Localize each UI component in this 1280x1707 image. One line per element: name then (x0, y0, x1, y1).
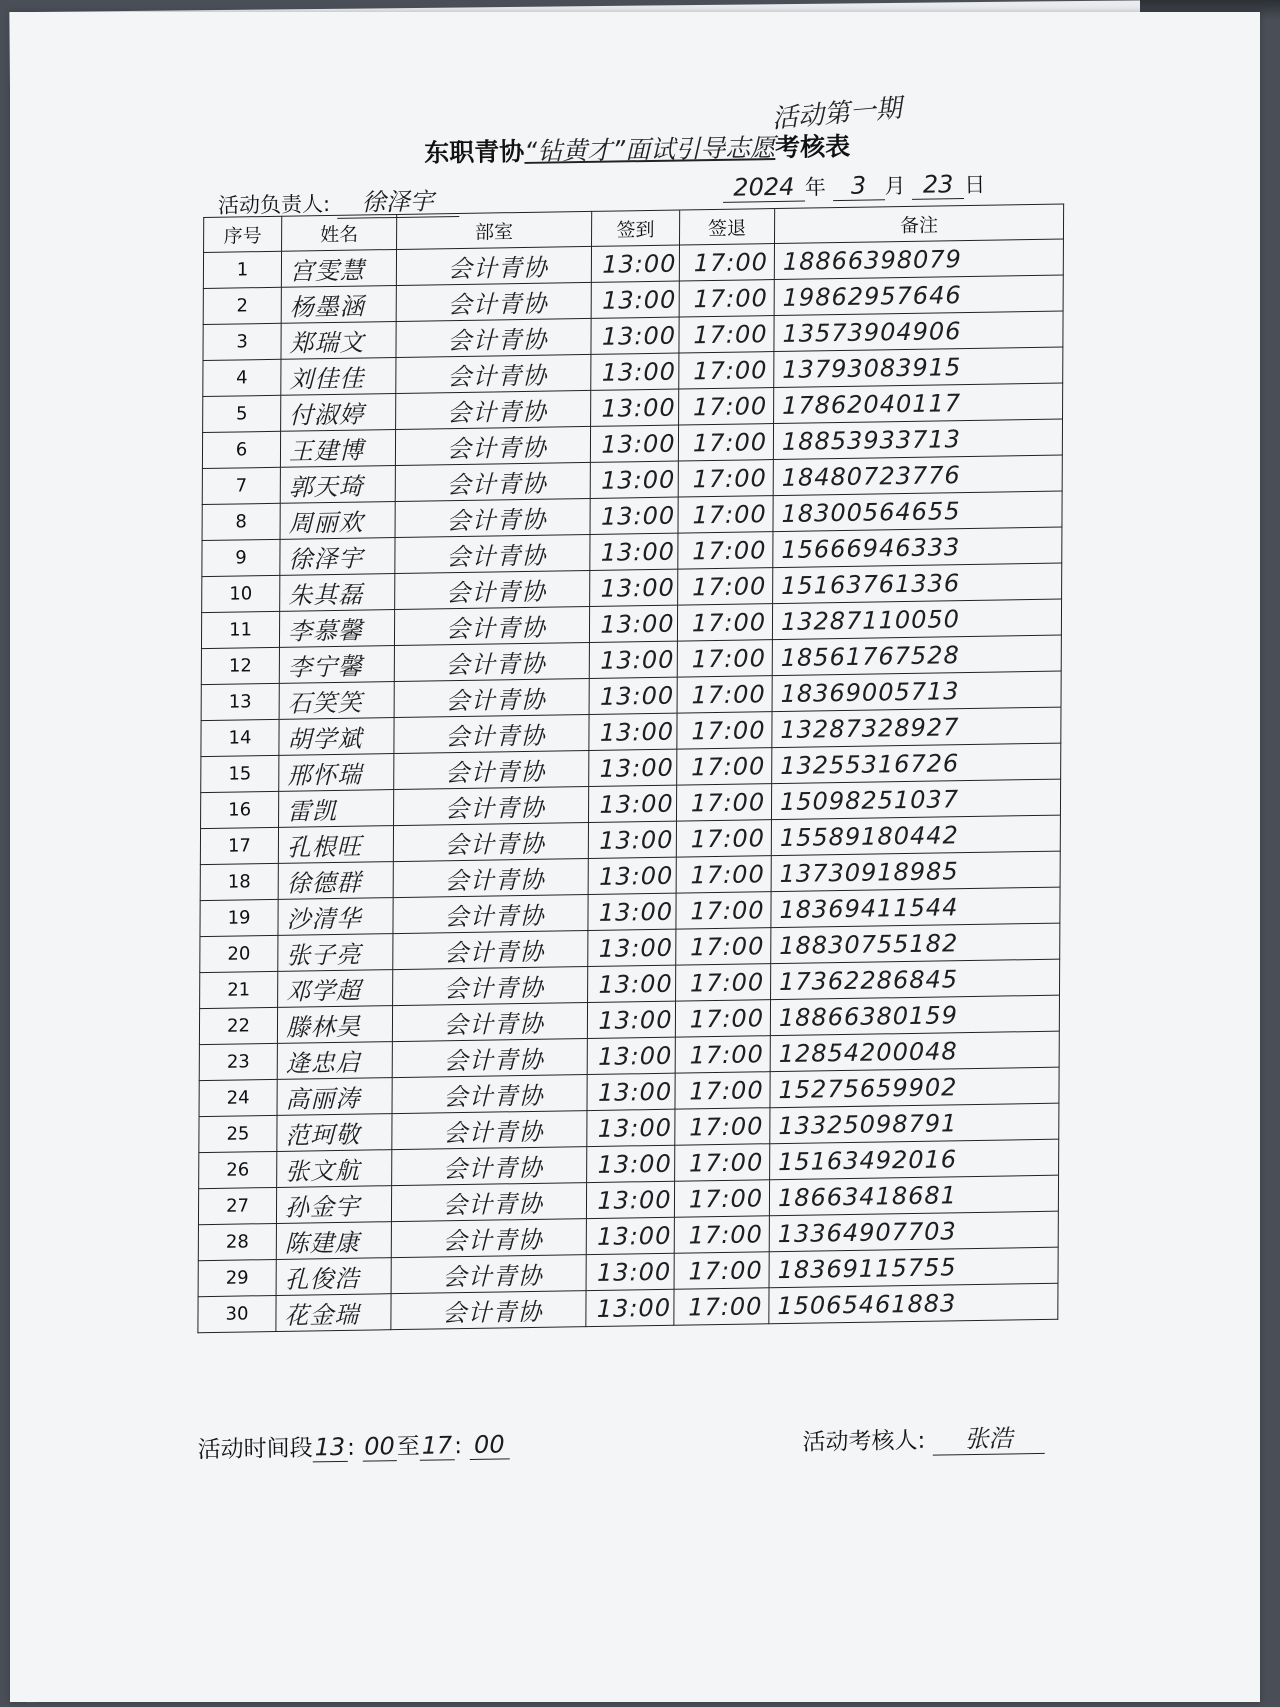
row-signout: 17:00 (676, 784, 771, 821)
row-note: 18866380159 (770, 995, 1059, 1036)
row-signout: 17:00 (674, 1216, 769, 1253)
col-header-dept: 部室 (397, 211, 592, 249)
colon-2: : (454, 1433, 463, 1460)
row-name: 逄忠启 (277, 1042, 392, 1080)
row-no: 8 (202, 503, 280, 540)
row-signin: 13:00 (586, 1217, 674, 1254)
reviewer-line (802, 1418, 1045, 1458)
attendance-sheet (10, 12, 1260, 1702)
col-header-no: 序号 (204, 216, 282, 252)
row-dept: 会计青协 (394, 787, 589, 826)
reviewer-label: 活动考核人: (802, 1427, 926, 1456)
row-signout: 17:00 (676, 928, 771, 965)
row-dept: 会计青协 (394, 606, 589, 645)
row-signout: 17:00 (676, 964, 771, 1001)
row-signin: 13:00 (590, 425, 678, 462)
row-note: 13793083915 (774, 347, 1063, 388)
row-signin: 13:00 (590, 569, 678, 606)
row-signout: 17:00 (679, 352, 774, 389)
row-dept: 会计青协 (396, 390, 591, 429)
row-no: 28 (198, 1223, 276, 1260)
row-signout: 17:00 (679, 280, 774, 317)
row-signout: 17:00 (675, 1072, 770, 1109)
row-name: 李宁馨 (279, 646, 394, 684)
row-name: 郭天琦 (280, 466, 395, 504)
row-signin: 13:00 (587, 1037, 675, 1074)
row-signout: 17:00 (675, 1108, 770, 1145)
row-dept: 会计青协 (391, 1291, 586, 1330)
row-dept: 会计青协 (394, 642, 589, 681)
time-period-label: 活动时间段 (197, 1435, 313, 1464)
date-month: 3 (832, 171, 884, 201)
reviewer-name: 张浩 (932, 1418, 1045, 1456)
row-name: 孙金宇 (276, 1186, 391, 1224)
row-no: 14 (201, 719, 279, 756)
row-note: 13325098791 (770, 1103, 1059, 1144)
row-name: 雷凯 (279, 790, 394, 828)
row-note: 18663418681 (769, 1175, 1058, 1216)
row-dept: 会计青协 (393, 931, 588, 970)
row-no: 25 (199, 1115, 277, 1152)
row-note: 18866398079 (774, 239, 1063, 280)
row-signin: 13:00 (591, 317, 679, 354)
row-signin: 13:00 (586, 1181, 674, 1218)
row-no: 6 (202, 431, 280, 468)
row-signout: 17:00 (676, 892, 771, 929)
row-signin: 13:00 (590, 533, 678, 570)
row-dept: 会计青协 (392, 1111, 587, 1150)
sheet-content (10, 12, 1260, 1702)
row-dept: 会计青协 (393, 823, 588, 862)
row-signin: 13:00 (587, 1145, 675, 1182)
row-name: 宫雯慧 (281, 249, 396, 287)
row-signout: 17:00 (674, 1252, 769, 1289)
title-activity: “钻黄才”面试引导志愿 (524, 132, 776, 166)
row-signin: 13:00 (589, 749, 677, 786)
row-name: 邢怀瑞 (279, 754, 394, 792)
row-signin: 13:00 (588, 929, 676, 966)
row-signout: 17:00 (678, 496, 773, 533)
row-dept: 会计青协 (392, 1075, 587, 1114)
row-note: 18300564655 (773, 491, 1062, 532)
row-signout: 17:00 (678, 532, 773, 569)
row-dept: 会计青协 (392, 1039, 587, 1078)
row-name: 王建博 (280, 429, 395, 467)
attendance-table (197, 203, 1064, 1333)
row-dept: 会计青协 (393, 859, 588, 898)
period-note: 活动第一期 (770, 93, 903, 135)
row-no: 13 (201, 683, 279, 720)
row-name: 花金瑞 (276, 1294, 391, 1332)
row-signout: 17:00 (679, 388, 774, 425)
leader-name: 徐泽宇 (336, 181, 459, 219)
row-signin: 13:00 (589, 713, 677, 750)
row-note: 18853933713 (773, 419, 1062, 460)
page-title (12, 120, 1260, 176)
row-no: 4 (203, 359, 281, 396)
row-name: 孔根旺 (278, 826, 393, 864)
row-no: 29 (198, 1259, 276, 1296)
row-signin: 13:00 (587, 1001, 675, 1038)
row-name: 周丽欢 (280, 502, 395, 540)
row-no: 19 (200, 899, 278, 936)
row-signin: 13:00 (590, 497, 678, 534)
row-no: 18 (200, 863, 278, 900)
row-signin: 13:00 (591, 281, 679, 318)
row-note: 19862957646 (774, 275, 1063, 316)
row-signin: 13:00 (588, 821, 676, 858)
row-signout: 17:00 (675, 1036, 770, 1073)
end-minute: 00 (469, 1430, 509, 1460)
row-signout: 17:00 (677, 676, 772, 713)
row-name: 徐泽宇 (280, 538, 395, 576)
row-name: 刘佳佳 (281, 357, 396, 395)
colon-1: : (346, 1434, 356, 1461)
row-no: 26 (199, 1151, 277, 1188)
col-header-note: 备注 (774, 204, 1063, 244)
row-name: 沙清华 (278, 898, 393, 936)
row-name: 范珂敬 (277, 1114, 392, 1152)
row-signin: 13:00 (591, 389, 679, 426)
row-signout: 17:00 (676, 856, 771, 893)
date-day: 23 (912, 170, 964, 200)
row-dept: 会计青协 (391, 1183, 586, 1222)
row-signout: 17:00 (674, 1288, 769, 1325)
row-dept: 会计青协 (395, 462, 590, 501)
row-no: 21 (200, 971, 278, 1008)
row-dept: 会计青协 (393, 895, 588, 934)
row-no: 16 (201, 791, 279, 828)
row-signout: 17:00 (678, 568, 773, 605)
row-dept: 会计青协 (392, 1003, 587, 1042)
date-line (723, 169, 986, 203)
row-note: 17362286845 (771, 959, 1060, 1000)
row-name: 滕林昊 (277, 1006, 392, 1044)
row-dept: 会计青协 (395, 570, 590, 609)
row-note: 13287110050 (772, 599, 1061, 640)
row-note: 18369005713 (772, 671, 1061, 712)
row-name: 杨墨涵 (281, 285, 396, 323)
row-dept: 会计青协 (392, 1147, 587, 1186)
row-signin: 13:00 (591, 353, 679, 390)
col-header-signin: 签到 (592, 210, 680, 246)
row-note: 15275659902 (770, 1067, 1059, 1108)
row-dept: 会计青协 (391, 1255, 586, 1294)
row-no: 23 (199, 1043, 277, 1080)
row-note: 13730918985 (771, 851, 1060, 892)
row-signin: 13:00 (588, 785, 676, 822)
row-signin: 13:00 (591, 245, 679, 282)
date-month-label: 月 (884, 173, 906, 199)
row-no: 1 (203, 251, 281, 288)
row-dept: 会计青协 (396, 282, 591, 321)
row-signout: 17:00 (677, 604, 772, 641)
row-note: 18480723776 (773, 455, 1062, 496)
row-signout: 17:00 (679, 316, 774, 353)
row-note: 18369115755 (769, 1247, 1058, 1288)
row-name: 高丽涛 (277, 1078, 392, 1116)
row-dept: 会计青协 (395, 426, 590, 465)
row-note: 15098251037 (771, 779, 1060, 820)
table-body (198, 239, 1064, 1333)
row-signin: 13:00 (587, 1109, 675, 1146)
row-no: 20 (200, 935, 278, 972)
row-note: 13364907703 (769, 1211, 1058, 1252)
row-signout: 17:00 (678, 424, 773, 461)
row-note: 17862040117 (774, 383, 1063, 424)
row-note: 15589180442 (771, 815, 1060, 856)
row-dept: 会计青协 (396, 318, 591, 357)
row-dept: 会计青协 (396, 246, 591, 285)
row-signin: 13:00 (590, 461, 678, 498)
row-dept: 会计青协 (394, 750, 589, 789)
row-name: 李慕馨 (279, 610, 394, 648)
row-signin: 13:00 (588, 857, 676, 894)
row-name: 胡学斌 (279, 718, 394, 756)
row-signin: 13:00 (586, 1253, 674, 1290)
row-signout: 17:00 (676, 820, 771, 857)
row-note: 18561767528 (772, 635, 1061, 676)
to-label: 至 (396, 1433, 420, 1461)
row-name: 付淑婷 (281, 393, 396, 431)
row-note: 13573904906 (774, 311, 1063, 352)
row-signout: 17:00 (674, 1180, 769, 1217)
row-note: 12854200048 (770, 1031, 1059, 1072)
start-hour: 13 (312, 1433, 347, 1463)
row-signin: 13:00 (588, 965, 676, 1002)
row-dept: 会计青协 (396, 354, 591, 393)
row-signout: 17:00 (678, 460, 773, 497)
row-signin: 13:00 (589, 641, 677, 678)
row-no: 3 (203, 323, 281, 360)
row-signout: 17:00 (677, 712, 772, 749)
row-dept: 会计青协 (391, 1219, 586, 1258)
row-no: 22 (199, 1007, 277, 1044)
row-name: 石笑笑 (279, 682, 394, 720)
row-dept: 会计青协 (393, 967, 588, 1006)
row-no: 12 (201, 647, 279, 684)
date-day-label: 日 (964, 172, 986, 198)
row-no: 15 (201, 755, 279, 792)
title-org: 东职青协 (424, 136, 525, 168)
row-no: 5 (203, 395, 281, 432)
row-signin: 13:00 (587, 1073, 675, 1110)
row-note: 15163492016 (770, 1139, 1059, 1180)
row-no: 9 (202, 539, 280, 576)
row-no: 7 (202, 467, 280, 504)
row-name: 邓学超 (278, 970, 393, 1008)
leader-label: 活动负责人: (217, 191, 331, 218)
row-note: 18369411544 (771, 887, 1060, 928)
row-dept: 会计青协 (395, 534, 590, 573)
row-name: 朱其磊 (280, 574, 395, 612)
date-year: 2024 (723, 173, 805, 203)
row-dept: 会计青协 (395, 498, 590, 537)
row-no: 17 (200, 827, 278, 864)
row-note: 13255316726 (772, 743, 1061, 784)
row-note: 15666946333 (773, 527, 1062, 568)
row-dept: 会计青协 (394, 714, 589, 753)
row-signout: 17:00 (675, 1144, 770, 1181)
date-year-label: 年 (804, 175, 827, 200)
row-no: 2 (203, 287, 281, 324)
row-note: 15163761336 (773, 563, 1062, 604)
row-signin: 13:00 (589, 605, 677, 642)
row-no: 10 (202, 575, 280, 612)
row-name: 郑瑞文 (281, 321, 396, 359)
row-name: 徐德群 (278, 862, 393, 900)
col-header-signout: 签退 (679, 209, 774, 245)
row-no: 11 (201, 611, 279, 648)
row-no: 24 (199, 1079, 277, 1116)
row-signout: 17:00 (675, 1000, 770, 1037)
row-signout: 17:00 (679, 244, 774, 281)
end-hour: 17 (420, 1431, 455, 1461)
row-name: 陈建康 (276, 1222, 391, 1260)
row-name: 张子亮 (278, 934, 393, 972)
row-no: 30 (198, 1295, 276, 1332)
row-dept: 会计青协 (394, 678, 589, 717)
row-signin: 13:00 (586, 1289, 674, 1326)
row-signin: 13:00 (588, 893, 676, 930)
row-name: 张文航 (277, 1150, 392, 1188)
row-name: 孔俊浩 (276, 1258, 391, 1296)
row-signin: 13:00 (589, 677, 677, 714)
row-signout: 17:00 (677, 640, 772, 677)
title-suffix: 考核表 (774, 131, 851, 162)
time-period (197, 1426, 509, 1464)
col-header-name: 姓名 (282, 214, 397, 251)
row-note: 18830755182 (771, 923, 1060, 964)
row-signout: 17:00 (677, 748, 772, 785)
row-note: 15065461883 (769, 1283, 1058, 1324)
row-no: 27 (198, 1187, 276, 1224)
start-minute: 00 (362, 1432, 397, 1462)
row-note: 13287328927 (772, 707, 1061, 748)
